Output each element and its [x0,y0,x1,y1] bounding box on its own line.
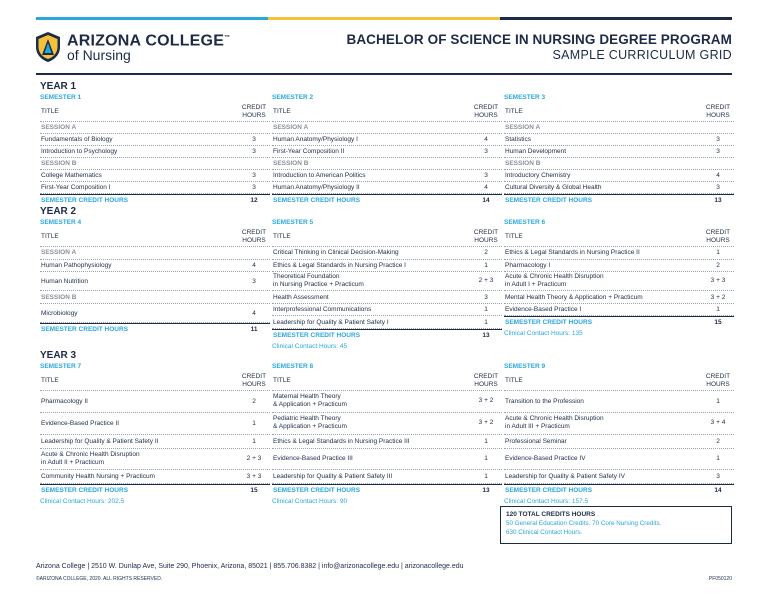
column-title: TITLE [41,377,59,384]
course-title: Pharmacology I [505,261,551,269]
course-title: Interprofessional Communications [273,306,372,314]
header-divider [36,73,732,75]
course-credits: 2 [252,397,256,405]
course-title: First-Year Composition I [41,184,111,191]
clinical-contact-hours: Clinical Contact Hours: 45 [272,342,348,350]
column-title: TITLE [505,377,523,384]
table-header-row [40,102,270,122]
course-title: Pharmacology II [41,397,88,405]
column-title: TITLE [41,233,59,240]
course-row [40,146,270,158]
column-credit: CREDIT HOURS [705,103,731,119]
column-credit: CREDIT HOURS [241,103,267,119]
semester-total-value: 11 [250,326,258,334]
course-title: First-Year Composition II [273,148,345,155]
course-title: Critical Thinking in Clinical Decision-Making [273,249,399,257]
course-credits: 3 [484,148,488,155]
clinical-contact-hours: Clinical Contact Hours: 90 [272,498,348,506]
course-title: Transition to the Profession [505,397,584,405]
column-credit: CREDIT HOURS [473,372,499,388]
course-title: Mental Health Theory & Application + Practicum [505,293,643,301]
course-credits: 1 [484,306,488,314]
course-row [272,413,502,435]
footer-copyright: ©ARIZONA COLLEGE, 2020. ALL RIGHTS RESERVED. [36,576,163,582]
year-heading: YEAR 2 [40,206,77,217]
course-row [272,435,502,449]
footer-contact: Arizona College | 2510 W. Dunlap Ave, Suite 290, Phoenix, Arizona, 85021 | 855.706.8382 | info@arizonacollege.edu | arizonacollege.edu [36,563,464,570]
course-title: Acute & Chronic Health Disruption in Adult III + Practicum [505,415,604,431]
course-title: Health Assessment [273,293,329,301]
course-credits: 1 [716,397,720,405]
course-title: Human Anatomy/Physiology I [273,136,358,143]
semester-total-value: 15 [250,487,258,495]
session-label: SESSION B [272,158,502,170]
semester-total-label: SEMESTER CREDIT HOURS [273,197,361,204]
course-row [504,146,734,158]
logo-name: ARIZONA COLLEGE [67,32,225,50]
session-label: SESSION A [504,122,734,134]
semester-table [504,362,734,505]
semester-total-label: SEMESTER CREDIT HOURS [505,487,593,495]
course-credits: 3 [716,473,720,481]
course-title: Ethics & Legal Standards in Nursing Practice I [273,261,406,269]
course-credits: 1 [484,437,488,445]
column-title: TITLE [505,233,523,240]
semester-total-label: SEMESTER CREDIT HOURS [273,331,361,339]
course-credits: 1 [484,473,488,481]
course-row [504,182,734,194]
course-title: Ethics & Legal Standards in Nursing Practice II [505,249,640,257]
course-row [272,272,502,291]
column-credit: CREDIT HOURS [705,228,731,244]
course-row [272,134,502,146]
semester-title: SEMESTER 1 [40,94,82,101]
table-header-row [272,102,502,122]
session-label: SESSION A [40,122,270,134]
course-title: Introduction to American Politics [273,172,366,179]
semester-title: SEMESTER 6 [504,219,546,226]
semester-title: SEMESTER 3 [504,94,546,101]
course-row [504,291,734,304]
table-header-row [40,227,270,247]
semester-total-value: 14 [482,197,490,204]
course-credits: 3 + 3 [710,277,726,285]
table-header-row [272,227,502,247]
course-row [40,134,270,146]
course-credits: 2 [484,249,488,257]
course-title: Leadership for Quality & Patient Safety II [41,437,159,445]
semester-total-value: 13 [482,487,490,495]
course-title: Ethics & Legal Standards in Nursing Practice III [273,437,410,445]
semester-total-row [272,194,502,206]
course-credits: 1 [716,249,720,257]
semester-table [40,218,270,335]
semester-table [504,93,734,206]
semester-total-row [272,329,502,341]
course-row [272,260,502,273]
semester-total-label: SEMESTER CREDIT HOURS [41,326,129,334]
course-title: Maternal Health Theory & Application + Practicum [273,393,347,409]
semester-table [40,362,270,505]
course-credits: 1 [484,318,488,326]
course-credits: 2 [716,437,720,445]
course-row [40,182,270,194]
course-row [504,134,734,146]
course-row [272,316,502,329]
course-credits: 4 [716,172,720,179]
semester-title: SEMESTER 9 [504,363,546,370]
course-credits: 3 [716,184,720,191]
course-row [504,449,734,471]
page-subtitle: SAMPLE CURRICULUM GRID [552,48,732,62]
column-credit: CREDIT HOURS [241,228,267,244]
semester-title: SEMESTER 8 [272,363,314,370]
course-row [272,291,502,304]
session-label: SESSION B [40,158,270,170]
semester-title: SEMESTER 2 [272,94,314,101]
course-title: Community Health Nursing + Practicum [41,473,155,481]
shield-icon [35,31,61,63]
course-title: Pediatric Health Theory & Application + Practicum [273,415,347,431]
course-title: Human Development [505,148,567,155]
semester-table [272,362,502,505]
course-title: Leadership for Quality & Patient Safety III [273,473,393,481]
total-credits-line2: 630 Clinical Contact Hours. [506,528,583,536]
course-credits: 3 [252,184,256,191]
column-title: TITLE [273,108,291,115]
course-title: Leadership for Quality & Patient Safety IV [505,473,625,481]
semester-total-value: 13 [482,331,490,339]
clinical-contact-hours: Clinical Contact Hours: 157.5 [504,498,589,506]
course-title: Human Nutrition [41,277,88,285]
year-heading: YEAR 3 [40,350,77,361]
course-credits: 3 + 2 [710,293,726,301]
course-row [272,146,502,158]
course-credits: 2 [716,261,720,269]
course-title: Fundamentals of Biology [41,136,113,143]
course-title: Human Pathophysiology [41,261,112,269]
logo-subname: of Nursing [67,47,131,64]
course-credits: 1 [716,455,720,463]
semester-table [272,93,502,206]
course-row [504,272,734,291]
course-credits: 4 [484,184,488,191]
semester-total-label: SEMESTER CREDIT HOURS [41,487,129,495]
table-header-row [504,371,734,391]
semester-total-value: 14 [714,487,722,495]
course-credits: 3 [484,172,488,179]
course-credits: 3 [716,136,720,143]
course-row [40,435,270,449]
course-row [40,272,270,291]
semester-total-value: 13 [714,197,722,204]
course-credits: 4 [484,136,488,143]
course-title: Evidence-Based Practice II [41,419,120,427]
course-credits: 3 + 2 [478,419,494,427]
course-row [504,304,734,317]
course-row [40,260,270,273]
course-title: Evidence-Based Practice IV [505,455,586,463]
semester-total-value: 15 [714,319,722,327]
course-row [504,413,734,435]
course-row [40,470,270,484]
course-row [40,304,270,323]
course-title: Evidence-Based Practice III [273,455,353,463]
year-heading: YEAR 1 [40,81,77,92]
semester-total-label: SEMESTER CREDIT HOURS [505,197,593,204]
session-label: SESSION B [40,291,270,304]
course-row [40,413,270,435]
semester-table [272,218,502,350]
semester-table [40,93,270,206]
course-row [272,470,502,484]
course-row [40,391,270,413]
course-title: Professional Seminar [505,437,567,445]
total-credits-box [500,506,732,544]
semester-total-row [504,316,734,328]
course-row [504,170,734,182]
column-credit: CREDIT HOURS [473,228,499,244]
semester-total-row [40,484,270,496]
course-title: Cultural Diversity & Global Health [505,184,602,191]
course-row [504,260,734,273]
course-credits: 2 + 3 [478,277,494,285]
column-title: TITLE [41,108,59,115]
course-credits: 3 [252,148,256,155]
column-title: TITLE [505,108,523,115]
course-title: Evidence-Based Practice I [505,306,582,314]
course-credits: 3 [252,136,256,143]
semester-total-label: SEMESTER CREDIT HOURS [505,319,593,327]
course-credits: 3 + 2 [478,397,494,405]
session-label: SESSION A [272,122,502,134]
total-credits-line1: 50 General Education Credits. 70 Core Nursing Credits. [506,520,662,527]
course-title: Introductory Chemistry [505,172,571,179]
course-credits: 3 + 3 [246,473,262,481]
column-title: TITLE [273,233,291,240]
course-row [504,391,734,413]
semester-total-value: 12 [250,197,258,204]
college-logo[interactable]: ARIZONA COLLEGE™ of Nursing [35,31,230,63]
course-title: Microbiology [41,309,78,317]
course-row [504,247,734,260]
total-credits-title: 120 TOTAL CREDITS HOURS [506,511,596,518]
course-credits: 1 [252,419,256,427]
column-credit: CREDIT HOURS [241,372,267,388]
course-credits: 3 [252,277,256,285]
course-title: Theoretical Foundation in Nursing Practice + Practicum [273,273,364,289]
course-credits: 3 [716,148,720,155]
course-title: Acute & Chronic Health Disruption in Adult I + Practicum [505,273,604,289]
semester-total-row [40,323,270,335]
semester-table [504,218,734,337]
semester-total-label: SEMESTER CREDIT HOURS [41,197,129,204]
course-credits: 3 [484,293,488,301]
semester-total-row [504,194,734,206]
table-header-row [272,371,502,391]
course-row [504,435,734,449]
course-row [272,304,502,317]
table-header-row [504,227,734,247]
session-label: SESSION B [504,158,734,170]
table-header-row [504,102,734,122]
semester-total-row [272,484,502,496]
semester-title: SEMESTER 5 [272,219,314,226]
semester-total-row [504,484,734,496]
semester-total-label: SEMESTER CREDIT HOURS [273,487,361,495]
course-credits: 3 [252,172,256,179]
clinical-contact-hours: Clinical Contact Hours: 202.5 [40,498,125,506]
top-color-bar [36,17,732,20]
course-title: Leadership for Quality & Patient Safety I [273,318,389,326]
course-row [40,449,270,471]
course-credits: 1 [716,306,720,314]
course-title: Acute & Chronic Health Disruption in Adult II + Practicum [41,450,140,466]
course-credits: 1 [484,261,488,269]
session-label: SESSION A [40,247,270,260]
page-title: BACHELOR OF SCIENCE IN NURSING DEGREE PROGRAM [346,32,732,47]
course-credits: 4 [252,261,256,269]
clinical-contact-hours: Clinical Contact Hours: 135 [504,330,583,338]
course-row [272,391,502,413]
course-credits: 2 + 3 [246,454,262,462]
course-title: Introduction to Psychology [41,148,118,155]
table-header-row [40,371,270,391]
course-credits: 4 [252,309,256,317]
course-title: Human Anatomy/Physiology II [273,184,360,191]
course-credits: 1 [252,437,256,445]
semester-total-row [40,194,270,206]
course-credits: 1 [484,455,488,463]
course-row [504,470,734,484]
course-title: College Mathematics [41,172,102,179]
course-credits: 3 + 4 [710,419,726,427]
form-code: PF050120 [708,576,732,582]
course-row [272,449,502,471]
semester-title: SEMESTER 7 [40,363,82,370]
semester-title: SEMESTER 4 [40,219,82,226]
column-credit: CREDIT HOURS [705,372,731,388]
column-credit: CREDIT HOURS [473,103,499,119]
course-row [272,182,502,194]
course-row [40,170,270,182]
course-title: Statistics [505,136,532,143]
course-row [272,247,502,260]
column-title: TITLE [273,377,291,384]
course-row [272,170,502,182]
